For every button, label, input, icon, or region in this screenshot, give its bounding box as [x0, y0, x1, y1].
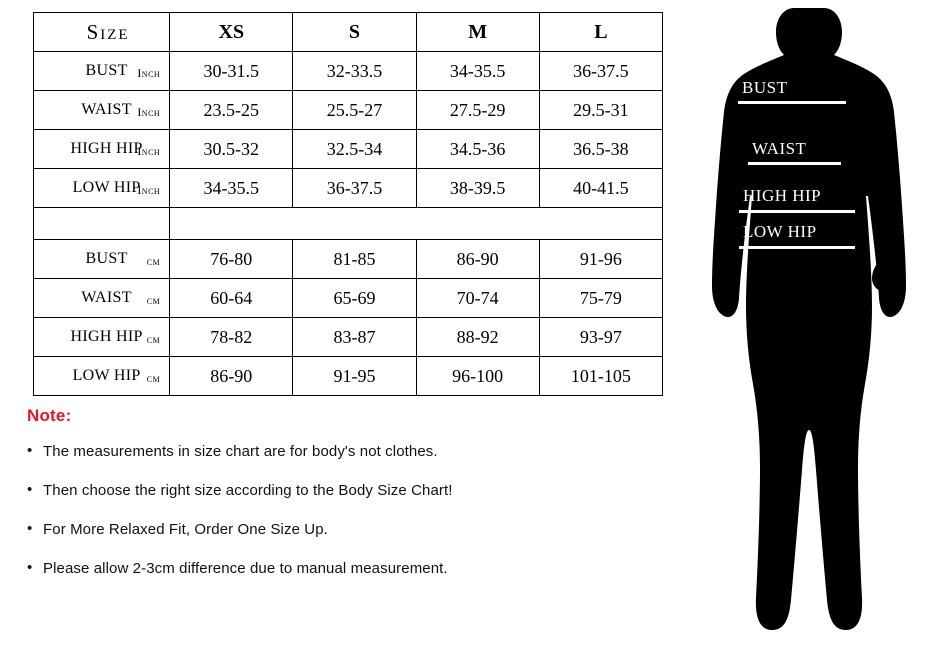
high-hip-measure-line	[739, 210, 855, 213]
cell-highhip-cm-l: 93-97	[539, 318, 662, 357]
row-label-text: WAIST	[81, 101, 132, 118]
cell-highhip-cm-xs: 78-82	[170, 318, 293, 357]
cell-highhip-inch-m: 34.5-36	[416, 130, 539, 169]
cell-waist-cm-s: 65-69	[293, 279, 416, 318]
header-col-xs: XS	[170, 13, 293, 52]
bust-measure-line	[738, 101, 846, 104]
row-label-highhip-inch	[34, 130, 170, 169]
cell-lowhip-cm-xs: 86-90	[170, 357, 293, 396]
cell-waist-cm-m: 70-74	[416, 279, 539, 318]
figure-label-low-hip: LOW HIP	[743, 222, 817, 241]
cell-highhip-inch-xs: 30.5-32	[170, 130, 293, 169]
cell-highhip-cm-s: 83-87	[293, 318, 416, 357]
size-chart-table	[33, 12, 663, 396]
figure-label-waist: WAIST	[752, 139, 807, 158]
figure-label-high-hip: HIGH HIP	[743, 186, 822, 205]
header-size-label: Size	[34, 13, 170, 52]
cell-waist-cm-l: 75-79	[539, 279, 662, 318]
row-label-waist-inch	[34, 91, 170, 130]
cell-bust-cm-s: 81-85	[293, 240, 416, 279]
row-label-bust-cm	[34, 240, 170, 279]
cell-highhip-inch-s: 32.5-34	[293, 130, 416, 169]
note-item-1: • The measurements in size chart are for body's not clothes.	[27, 443, 667, 460]
header-col-m: M	[416, 13, 539, 52]
row-label-highhip-cm	[34, 318, 170, 357]
row-label-text: HIGH HIP	[70, 328, 143, 345]
cell-highhip-inch-l: 36.5-38	[539, 130, 662, 169]
waist-measure-line	[748, 162, 841, 165]
note-item-2: • Then choose the right size according to the Body Size Chart!	[27, 482, 667, 499]
row-unit-text: Inch	[137, 66, 161, 80]
body-silhouette-icon	[676, 0, 937, 645]
table-header-row	[34, 13, 663, 52]
row-label-text: WAIST	[81, 289, 132, 306]
table-row	[34, 169, 663, 208]
header-col-s: S	[293, 13, 416, 52]
row-unit-text: cm	[146, 371, 161, 385]
row-unit-text: Inch	[137, 183, 161, 197]
table-row	[34, 279, 663, 318]
low-hip-measure-line	[739, 246, 855, 249]
table-row	[34, 357, 663, 396]
cell-lowhip-cm-l: 101-105	[539, 357, 662, 396]
table-row	[34, 240, 663, 279]
row-label-lowhip-inch	[34, 169, 170, 208]
cell-waist-inch-l: 29.5-31	[539, 91, 662, 130]
cell-bust-inch-s: 32-33.5	[293, 52, 416, 91]
note-item-3: • For More Relaxed Fit, Order One Size Up.	[27, 521, 667, 538]
cell-lowhip-inch-m: 38-39.5	[416, 169, 539, 208]
cell-lowhip-cm-s: 91-95	[293, 357, 416, 396]
table-spacer-row	[34, 208, 663, 240]
cell-highhip-cm-m: 88-92	[416, 318, 539, 357]
cell-waist-inch-s: 25.5-27	[293, 91, 416, 130]
note-item-4: • Please allow 2-3cm difference due to manual measurement.	[27, 560, 667, 577]
row-label-text: BUST	[85, 62, 128, 79]
row-unit-text: cm	[146, 254, 161, 268]
cell-bust-inch-m: 34-35.5	[416, 52, 539, 91]
cell-lowhip-cm-m: 96-100	[416, 357, 539, 396]
body-figure	[676, 0, 937, 645]
row-label-lowhip-cm	[34, 357, 170, 396]
cell-bust-cm-m: 86-90	[416, 240, 539, 279]
cell-lowhip-inch-xs: 34-35.5	[170, 169, 293, 208]
table-row	[34, 52, 663, 91]
row-unit-text: cm	[146, 293, 161, 307]
cell-waist-cm-xs: 60-64	[170, 279, 293, 318]
cell-lowhip-inch-l: 40-41.5	[539, 169, 662, 208]
notes-title: Note:	[27, 406, 72, 425]
table-row	[34, 91, 663, 130]
row-label-text: LOW HIP	[72, 367, 141, 384]
size-chart-table-container	[33, 12, 663, 396]
cell-bust-cm-l: 91-96	[539, 240, 662, 279]
row-label-text: BUST	[85, 250, 128, 267]
cell-bust-inch-l: 36-37.5	[539, 52, 662, 91]
notes-section	[27, 406, 667, 599]
table-row	[34, 318, 663, 357]
cell-waist-inch-m: 27.5-29	[416, 91, 539, 130]
row-label-text: HIGH HIP	[70, 140, 143, 157]
row-label-bust-inch	[34, 52, 170, 91]
row-unit-text: Inch	[137, 105, 161, 119]
header-col-l: L	[539, 13, 662, 52]
cell-bust-inch-xs: 30-31.5	[170, 52, 293, 91]
spacer-cell	[170, 208, 663, 240]
cell-waist-inch-xs: 23.5-25	[170, 91, 293, 130]
spacer-cell	[34, 208, 170, 240]
cell-bust-cm-xs: 76-80	[170, 240, 293, 279]
cell-lowhip-inch-s: 36-37.5	[293, 169, 416, 208]
figure-label-bust: BUST	[742, 78, 788, 97]
row-unit-text: Inch	[137, 144, 161, 158]
table-row	[34, 130, 663, 169]
row-label-waist-cm	[34, 279, 170, 318]
row-unit-text: cm	[146, 332, 161, 346]
row-label-text: LOW HIP	[72, 179, 141, 196]
